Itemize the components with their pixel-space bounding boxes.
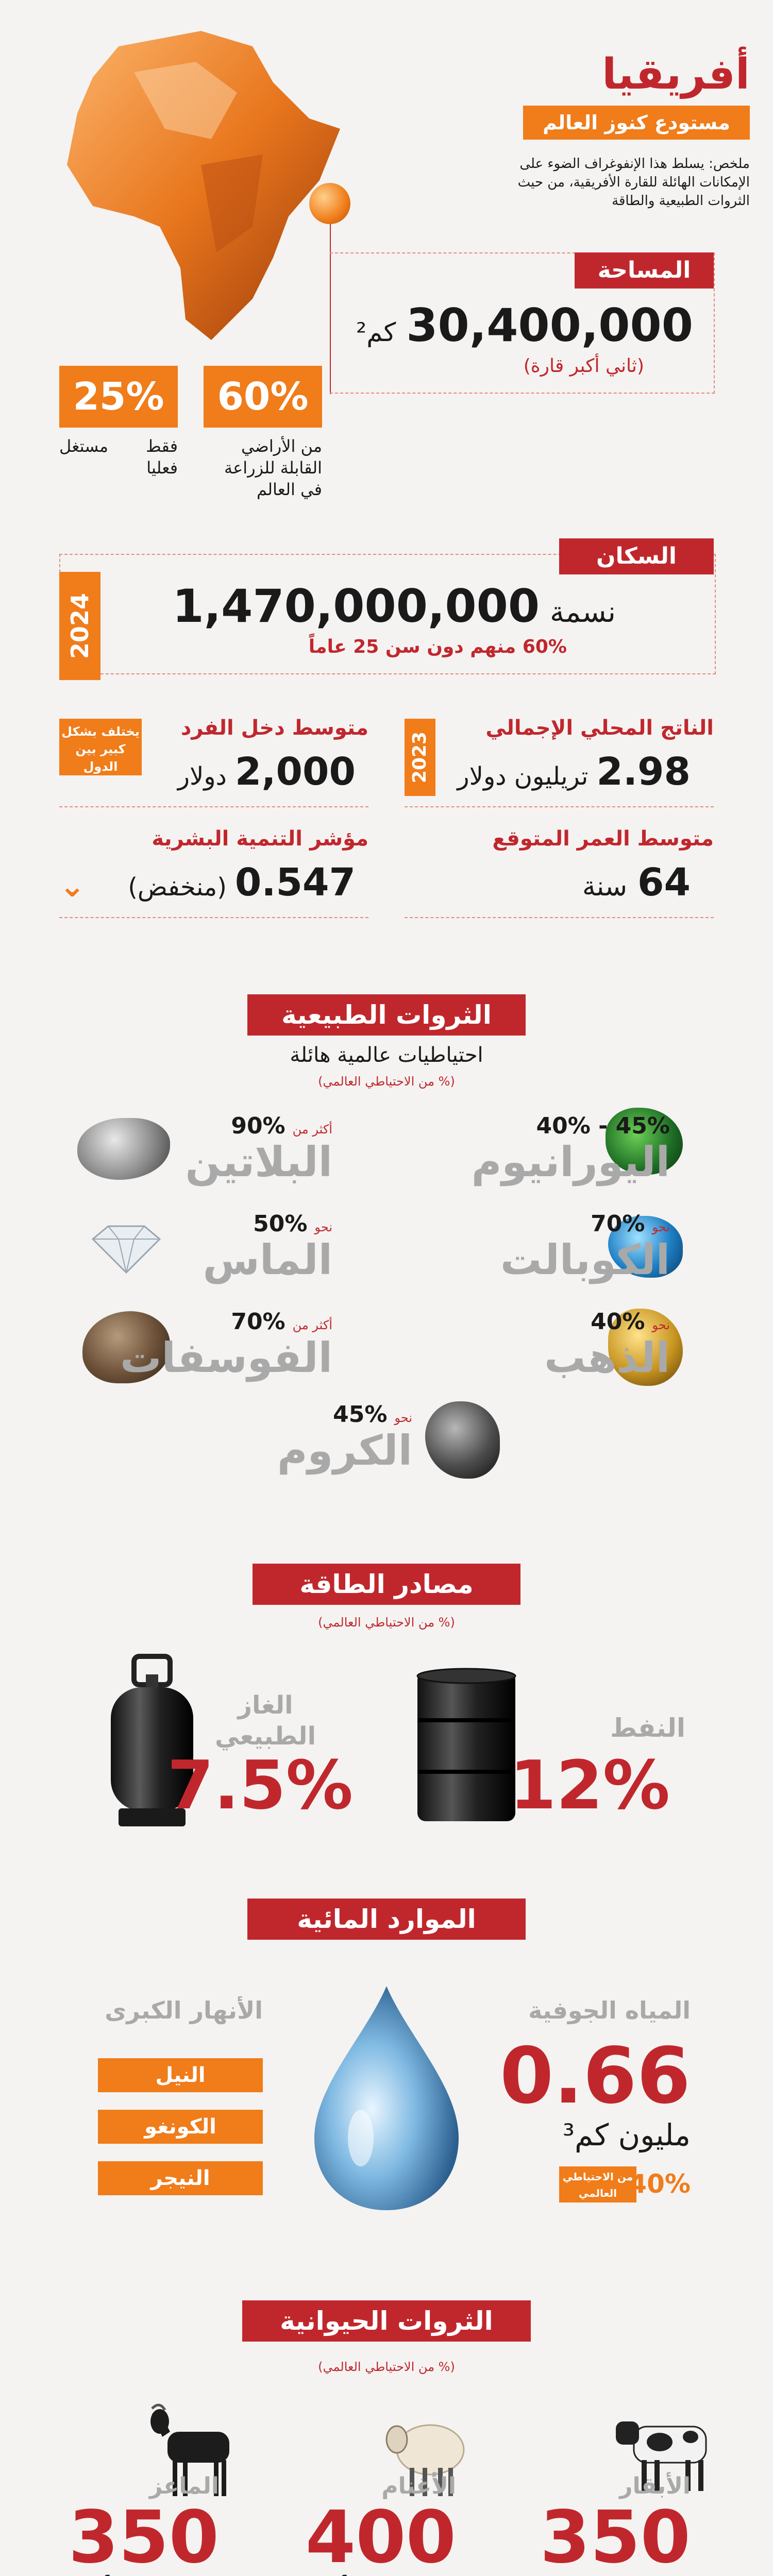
resource-pct [277,1401,412,1428]
animal-goat [59,2473,219,2576]
resource-name: الكوبالت [500,1236,670,1284]
population-unit: نسمة [550,596,616,629]
area-note: (ثاني أكبر قارة) [523,355,644,377]
resource-pct-value: 70% [231,1309,285,1335]
resource-pct [120,1309,332,1335]
hdi-label: مؤشر التنمية البشرية [152,827,368,851]
resource-qual: أكثر من [292,1122,332,1137]
area-value-row [356,299,693,352]
resource-chrome [277,1401,412,1474]
resource-qual: نحو [652,1318,670,1332]
resource-pct [185,1113,332,1139]
income-divider [59,806,368,807]
population-value: 1,470,000,000 [172,580,540,633]
natural-subtitle: احتياطيات عالمية هائلة [290,1043,483,1067]
hdi-value-row [128,860,356,905]
used-pct: 25% [59,366,178,428]
diamond-icon [82,1224,170,1275]
income-value-row [178,750,356,794]
gdp-divider [405,806,714,807]
page-subtitle: مستودع كنوز العالم [523,106,750,140]
river-congo[interactable]: الكونغو [98,2110,263,2144]
used-text: فقط مستغل فعليا [59,436,178,478]
resource-phosphate [120,1309,332,1381]
population-label: السكان [559,538,714,574]
resource-name: اليورانيوم [471,1138,670,1186]
income-note: يختلف بشكل كبير بين الدول [59,719,142,775]
area-unit: كم² [356,317,396,347]
resource-pct-value: 90% [231,1113,285,1139]
resource-name: الفوسفات [120,1334,332,1382]
population-year [59,572,100,680]
animal-title: الثروات الحيوانية [242,2300,531,2342]
resource-qual: نحو [652,1220,670,1234]
chrome-icon [425,1401,500,1479]
resource-uranium [472,1113,670,1185]
animal-sheep [296,2473,456,2576]
resource-pct [203,1211,332,1237]
life-divider [405,917,714,918]
oil-value: 12% [509,1746,670,1824]
area-value: 30,400,000 [406,299,693,352]
rivers-label: الأنهار الكبرى [105,1996,263,2024]
gdp-value: 2.98 [596,750,691,794]
resource-pct [472,1113,670,1139]
animal-value: 350 [540,2496,691,2576]
population-value-row [172,580,616,633]
resource-platinum [185,1113,332,1185]
ground-value: 0.66 [499,2031,691,2121]
population-note: 60% منهم دون سن 25 عاماً [308,636,567,657]
gdp-label: الناتج المحلي الإجمالي [485,716,714,740]
hdi-note: (منخفض) [128,873,227,902]
water-drop-icon [304,1984,469,2215]
resource-qual: نحو [394,1411,412,1425]
life-unit: سنة [582,871,628,902]
river-nile[interactable]: النيل [98,2058,263,2092]
resource-pct [500,1211,670,1237]
energy-note: (% من الاحتياطي العالمي) [318,1615,455,1630]
resource-gold [544,1309,670,1381]
resource-pct-value: 50% [253,1211,308,1237]
life-value: 64 [637,860,691,905]
summary-text: ملخص: يسلط هذا الإنفوغراف الضوء على الإمكانات الهائلة للقارة الأفريقية، من حيث الثروات الطبيعية والطاقة [517,156,750,209]
resource-pct-value: 45% [333,1401,388,1428]
life-label: متوسط العمر المتوقع [492,827,714,851]
gas-value: 7.5% [167,1746,353,1824]
population-year-text: 2024 [66,592,94,659]
gdp-year [405,719,435,796]
animal-name: الأبقار [619,2473,691,2499]
page-title: أفريقيا [602,50,750,99]
resource-pct-value: 40% [591,1309,645,1335]
animal-value: 350 [68,2496,219,2576]
resource-qual: نحو [314,1220,332,1234]
animal-cattle [536,2473,691,2576]
income-value: 2,000 [234,750,356,794]
hdi-divider [59,917,368,918]
resource-pct-value: 70% [591,1211,645,1237]
orange-sphere-icon [309,183,350,224]
income-label: متوسط دخل الفرد [180,716,368,740]
ground-pct-note: من الاحتياطي العالمي [559,2166,636,2202]
area-label: المساحة [575,252,714,289]
platinum-icon [77,1118,170,1180]
animal-note: (% من الاحتياطي العالمي) [318,2360,455,2374]
life-value-row [582,860,691,905]
arable-text: من الأراضي القابلة للزراعة في العالم [224,436,322,499]
arable-pct: 60% [204,366,322,428]
natural-note: (% من الاحتياطي العالمي) [318,1074,455,1089]
animal-value: 400 [305,2496,456,2576]
resource-name: الماس [203,1236,332,1284]
resource-cobalt [500,1211,670,1283]
energy-title: مصادر الطاقة [253,1564,520,1605]
ground-label: المياه الجوفية [528,1996,691,2024]
resource-diamond [203,1211,332,1283]
gdp-unit: تريليون دولار [457,762,589,791]
natural-title: الثروات الطبيعية [247,994,526,1036]
water-title: الموارد المائية [247,1899,526,1940]
animal-name: الماعز [149,2473,219,2499]
resource-qual: أكثر من [292,1318,332,1332]
ground-unit: مليون كم³ [562,2117,691,2153]
resource-name: البلاتين [185,1138,332,1186]
oil-barrel-icon [412,1667,520,1826]
hdi-value: 0.547 [234,860,356,905]
animal-name: الأغنام [381,2473,456,2499]
gas-label: الغاز الطبيعي [214,1691,316,1751]
river-niger[interactable]: النيجر [98,2161,263,2195]
resource-name: الكروم [277,1427,412,1475]
gdp-value-row [457,750,691,794]
ground-pct: 40% [629,2169,691,2199]
oil-label: النفط [610,1713,685,1743]
resource-pct-value: 40% - 45% [536,1113,670,1139]
chevron-down-icon: ⌄ [59,868,86,904]
resource-pct [544,1309,670,1335]
income-unit: دولار [177,762,227,791]
resource-name: الذهب [544,1334,670,1382]
gdp-year-text: 2023 [409,731,430,784]
